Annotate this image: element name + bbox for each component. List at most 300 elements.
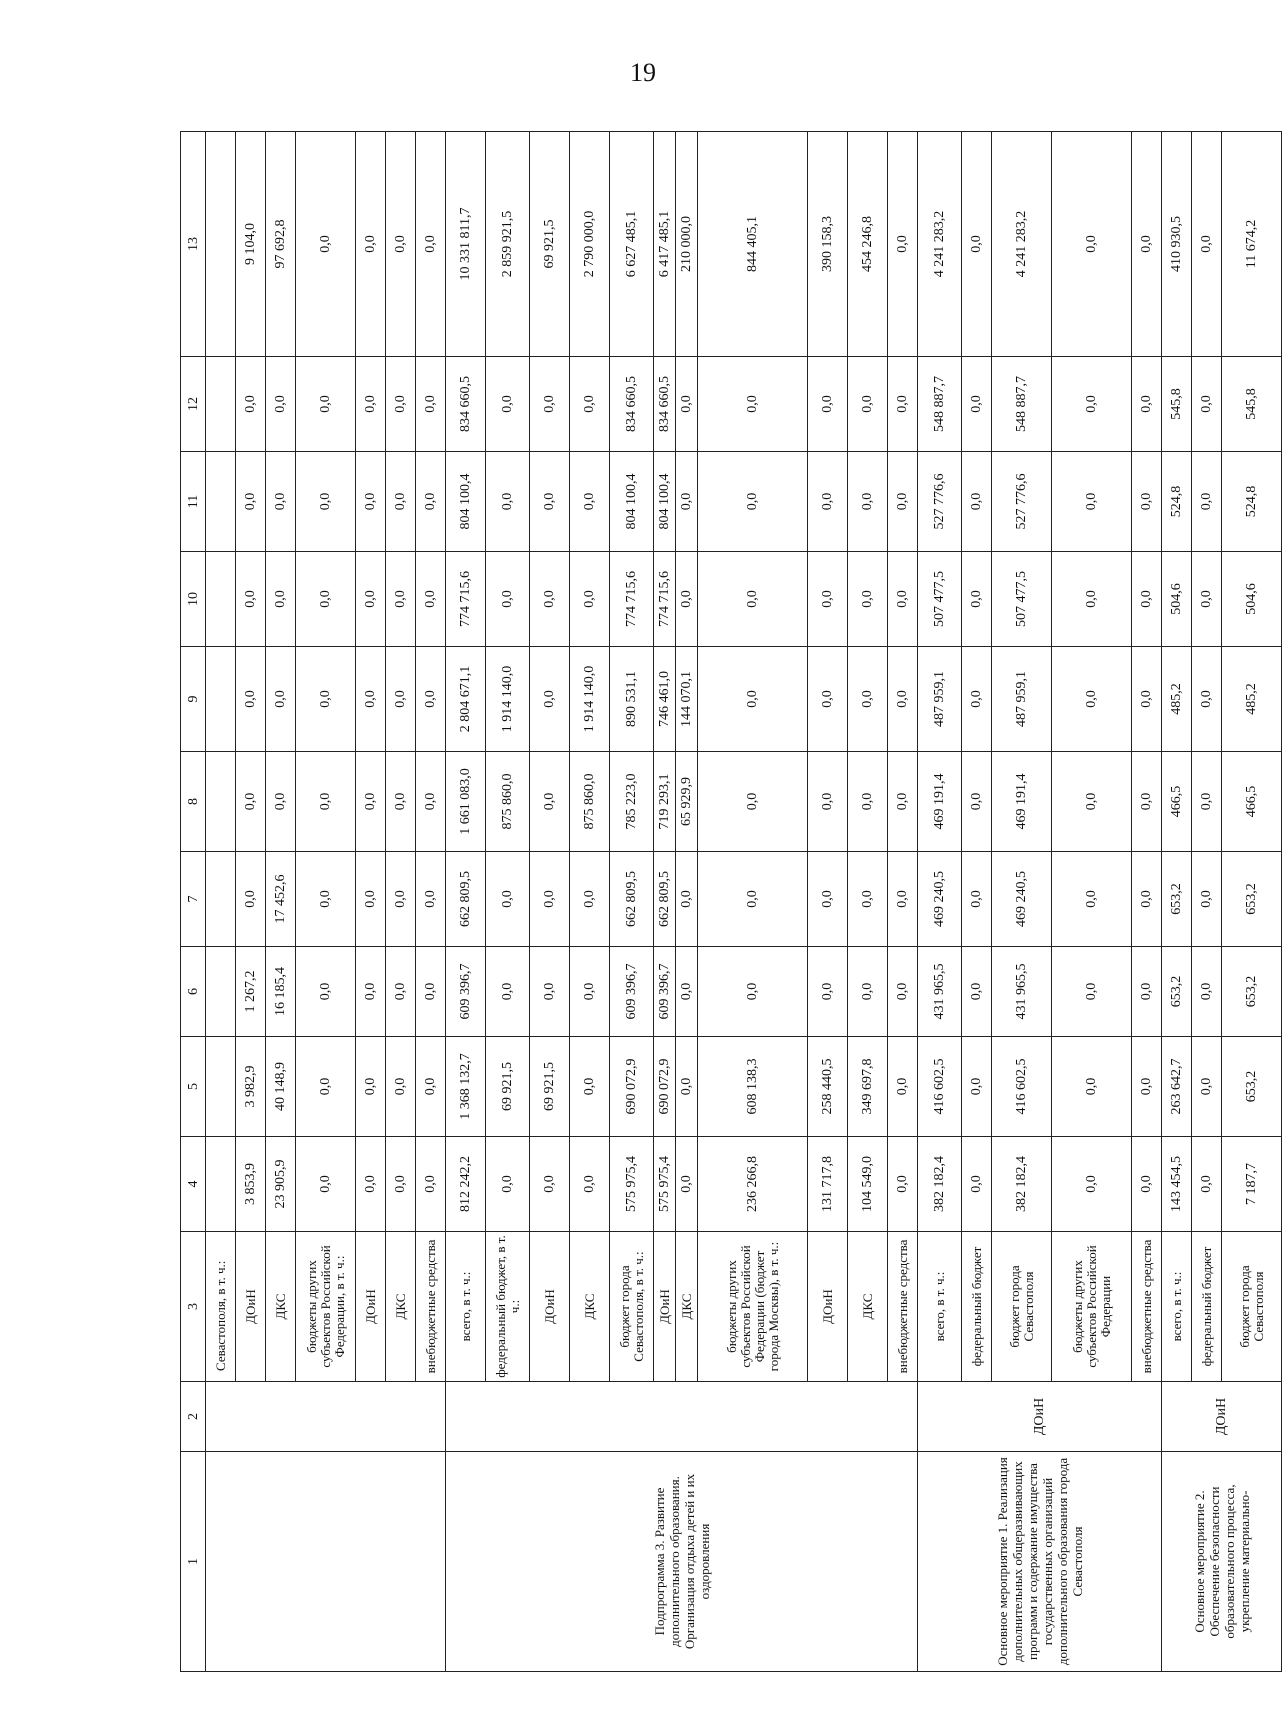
value-cell: 0,0 [1132,452,1162,552]
value-cell: 0,0 [962,947,992,1037]
header-cell: 4 [181,1137,206,1232]
value-cell: 0,0 [356,552,386,647]
value-cell: 0,0 [236,852,266,947]
value-cell: 507 477,5 [918,552,962,647]
value-cell: 0,0 [570,452,610,552]
value-cell: 653,2 [1222,947,1282,1037]
value-cell: 485,2 [1222,647,1282,752]
program-name-cell: Основное мероприятие 1. Реализация дополнительных общеразвивающих программ и содержание имущества государственных организаций дополнительного образования города Севастополя [918,1452,1162,1672]
value-cell: 0,0 [296,752,356,852]
value-cell [206,752,236,852]
value-cell: 0,0 [296,647,356,752]
value-cell: 0,0 [530,647,570,752]
value-cell: 0,0 [1192,452,1222,552]
total-cell: 0,0 [1132,132,1162,357]
value-cell: 0,0 [530,852,570,947]
total-cell: 0,0 [296,132,356,357]
value-cell: 0,0 [1132,552,1162,647]
value-cell: 7 187,7 [1222,1137,1282,1232]
value-cell: 0,0 [962,852,992,947]
funding-source-cell: ДОиН [356,1232,386,1382]
value-cell [206,1037,236,1137]
value-cell: 0,0 [848,752,888,852]
header-cell: 6 [181,947,206,1037]
value-cell: 0,0 [698,947,808,1037]
funding-source-cell: ДКС [386,1232,416,1382]
value-cell: 17 452,6 [266,852,296,947]
value-cell: 0,0 [888,947,918,1037]
value-cell: 1 914 140,0 [486,647,530,752]
value-cell: 0,0 [296,852,356,947]
program-name-cell [206,1452,446,1672]
value-cell: 504,6 [1162,552,1192,647]
value-cell: 0,0 [356,452,386,552]
header-cell: 10 [181,552,206,647]
value-cell: 0,0 [848,357,888,452]
page-number: 19 [630,58,656,87]
header-row [181,132,206,1672]
value-cell: 0,0 [1052,647,1132,752]
value-cell: 431 965,5 [992,947,1052,1037]
value-cell: 0,0 [530,1137,570,1232]
value-cell: 0,0 [296,357,356,452]
funding-source-cell: ДОиН [236,1232,266,1382]
value-cell: 0,0 [698,452,808,552]
funding-source-cell: всего, в т. ч.: [446,1232,486,1382]
value-cell: 0,0 [416,1137,446,1232]
value-cell: 143 454,5 [1162,1137,1192,1232]
funding-source-cell: всего, в т. ч.: [918,1232,962,1382]
value-cell: 0,0 [698,357,808,452]
value-cell: 0,0 [848,852,888,947]
program-name-cell: Основное мероприятие 2. Обеспечение безопасности образовательного процесса, укрепление материально- [1162,1452,1282,1672]
total-cell: 0,0 [962,132,992,357]
value-cell: 0,0 [888,647,918,752]
total-cell: 410 930,5 [1162,132,1192,357]
total-cell: 6 627 485,1 [610,132,654,357]
value-cell: 0,0 [416,647,446,752]
value-cell: 0,0 [962,752,992,852]
value-cell: 0,0 [570,852,610,947]
value-cell: 0,0 [808,852,848,947]
value-cell: 0,0 [416,1037,446,1137]
header-cell: 5 [181,1037,206,1137]
value-cell: 0,0 [676,452,698,552]
value-cell: 0,0 [530,357,570,452]
value-cell: 0,0 [266,552,296,647]
total-cell: 4 241 283,2 [992,132,1052,357]
value-cell: 469 191,4 [992,752,1052,852]
value-cell: 804 100,4 [654,452,676,552]
funding-source-cell: бюджет города Севастополя, в т. ч.: [610,1232,654,1382]
value-cell: 0,0 [296,947,356,1037]
value-cell: 719 293,1 [654,752,676,852]
funding-source-cell: Севастополя, в т. ч.: [206,1232,236,1382]
value-cell: 0,0 [698,552,808,647]
value-cell: 653,2 [1222,1037,1282,1137]
value-cell: 0,0 [530,552,570,647]
value-cell: 0,0 [386,947,416,1037]
value-cell: 0,0 [570,357,610,452]
value-cell: 0,0 [386,752,416,852]
value-cell: 0,0 [416,552,446,647]
funding-source-cell: ДКС [570,1232,610,1382]
value-cell: 504,6 [1222,552,1282,647]
total-cell: 4 241 283,2 [918,132,962,357]
value-cell: 0,0 [356,752,386,852]
value-cell: 0,0 [888,1037,918,1137]
value-cell: 0,0 [356,852,386,947]
value-cell: 662 809,5 [654,852,676,947]
value-cell: 0,0 [570,1037,610,1137]
funding-source-cell: ДОиН [808,1232,848,1382]
value-cell: 0,0 [888,1137,918,1232]
value-cell: 0,0 [416,947,446,1037]
value-cell: 834 660,5 [610,357,654,452]
value-cell: 0,0 [962,552,992,647]
value-cell: 416 602,5 [918,1037,962,1137]
value-cell: 0,0 [1132,1137,1162,1232]
value-cell: 545,8 [1162,357,1192,452]
funding-source-cell: федеральный бюджет [1192,1232,1222,1382]
value-cell: 0,0 [808,647,848,752]
value-cell: 1 661 083,0 [446,752,486,852]
value-cell: 875 860,0 [570,752,610,852]
value-cell: 662 809,5 [610,852,654,947]
value-cell: 0,0 [808,552,848,647]
executor-cell [206,1382,446,1452]
value-cell: 3 982,9 [236,1037,266,1137]
value-cell: 774 715,6 [446,552,486,647]
value-cell: 0,0 [386,357,416,452]
value-cell: 0,0 [236,752,266,852]
total-cell: 454 246,8 [848,132,888,357]
value-cell: 834 660,5 [654,357,676,452]
table-row [918,132,962,1672]
value-cell: 0,0 [236,452,266,552]
header-cell: 13 [181,132,206,357]
value-cell: 0,0 [1052,752,1132,852]
value-cell: 0,0 [1132,852,1162,947]
value-cell: 0,0 [1052,852,1132,947]
value-cell: 0,0 [416,452,446,552]
value-cell: 834 660,5 [446,357,486,452]
value-cell: 609 396,7 [654,947,676,1037]
value-cell: 0,0 [486,452,530,552]
value-cell: 0,0 [266,452,296,552]
value-cell: 774 715,6 [654,552,676,647]
total-cell: 0,0 [416,132,446,357]
value-cell: 258 440,5 [808,1037,848,1137]
value-cell: 0,0 [1052,552,1132,647]
value-cell: 0,0 [808,947,848,1037]
header-cell: 3 [181,1232,206,1382]
value-cell: 653,2 [1162,947,1192,1037]
funding-source-cell: ДКС [676,1232,698,1382]
value-cell: 0,0 [848,452,888,552]
value-cell: 0,0 [1192,752,1222,852]
total-cell [206,132,236,357]
total-cell: 97 692,8 [266,132,296,357]
total-cell: 6 417 485,1 [654,132,676,357]
total-cell: 844 405,1 [698,132,808,357]
total-cell: 10 331 811,7 [446,132,486,357]
value-cell: 0,0 [416,752,446,852]
value-cell [206,552,236,647]
value-cell: 0,0 [356,1137,386,1232]
value-cell: 65 929,9 [676,752,698,852]
value-cell: 0,0 [962,1037,992,1137]
value-cell: 0,0 [266,752,296,852]
total-cell: 0,0 [1192,132,1222,357]
value-cell: 0,0 [356,1037,386,1137]
funding-source-cell: внебюджетные средства [416,1232,446,1382]
total-cell: 2 790 000,0 [570,132,610,357]
value-cell: 1 914 140,0 [570,647,610,752]
value-cell: 0,0 [486,357,530,452]
value-cell: 0,0 [1052,947,1132,1037]
value-cell: 804 100,4 [610,452,654,552]
value-cell: 104 549,0 [848,1137,888,1232]
rotated-table-container [180,132,1266,1672]
value-cell: 609 396,7 [446,947,486,1037]
value-cell: 0,0 [386,1037,416,1137]
value-cell: 0,0 [236,647,266,752]
value-cell: 0,0 [848,647,888,752]
value-cell: 609 396,7 [610,947,654,1037]
value-cell: 0,0 [962,452,992,552]
value-cell: 0,0 [296,1137,356,1232]
funding-source-cell: внебюджетные средства [888,1232,918,1382]
value-cell: 40 148,9 [266,1037,296,1137]
value-cell: 0,0 [530,452,570,552]
value-cell: 0,0 [808,752,848,852]
table-row [1162,132,1192,1672]
value-cell: 0,0 [486,552,530,647]
value-cell: 0,0 [1192,647,1222,752]
value-cell: 0,0 [848,552,888,647]
value-cell: 548 887,7 [992,357,1052,452]
value-cell: 0,0 [1192,552,1222,647]
value-cell: 0,0 [1052,1137,1132,1232]
value-cell: 0,0 [296,452,356,552]
value-cell: 0,0 [296,552,356,647]
value-cell: 1 267,2 [236,947,266,1037]
total-cell: 210 000,0 [676,132,698,357]
value-cell: 466,5 [1222,752,1282,852]
executor-cell [446,1382,918,1452]
value-cell [206,947,236,1037]
value-cell: 469 240,5 [992,852,1052,947]
value-cell: 746 461,0 [654,647,676,752]
value-cell: 690 072,9 [654,1037,676,1137]
value-cell: 0,0 [676,357,698,452]
value-cell: 1 368 132,7 [446,1037,486,1137]
program-name-cell: Подпрограмма 3. Развитие дополнительного образования. Организация отдыха детей и их оздоровления [446,1452,918,1672]
value-cell: 812 242,2 [446,1137,486,1232]
value-cell: 0,0 [486,1137,530,1232]
value-cell: 144 070,1 [676,647,698,752]
value-cell: 548 887,7 [918,357,962,452]
value-cell: 0,0 [676,1037,698,1137]
value-cell: 0,0 [386,452,416,552]
value-cell [206,357,236,452]
value-cell: 0,0 [888,452,918,552]
header-cell: 7 [181,852,206,947]
value-cell: 804 100,4 [446,452,486,552]
value-cell: 16 185,4 [266,947,296,1037]
table-row [446,132,486,1672]
value-cell: 0,0 [1132,647,1162,752]
funding-source-cell: ДКС [266,1232,296,1382]
value-cell: 690 072,9 [610,1037,654,1137]
value-cell: 469 191,4 [918,752,962,852]
value-cell: 662 809,5 [446,852,486,947]
funding-source-cell: бюджеты других субъектов Российской Федерации [1052,1232,1132,1382]
funding-source-cell: бюджет города Севастополя [992,1232,1052,1382]
value-cell: 0,0 [486,947,530,1037]
funding-source-cell: ДОиН [654,1232,676,1382]
value-cell: 0,0 [698,752,808,852]
value-cell: 0,0 [888,357,918,452]
value-cell: 608 138,3 [698,1037,808,1137]
funding-source-cell: всего, в т. ч.: [1162,1232,1192,1382]
value-cell [206,852,236,947]
value-cell: 0,0 [888,852,918,947]
value-cell: 3 853,9 [236,1137,266,1232]
value-cell: 0,0 [1132,752,1162,852]
value-cell: 0,0 [416,357,446,452]
value-cell: 0,0 [356,357,386,452]
value-cell: 507 477,5 [992,552,1052,647]
value-cell: 0,0 [570,947,610,1037]
value-cell: 416 602,5 [992,1037,1052,1137]
value-cell: 0,0 [676,1137,698,1232]
funding-source-cell: внебюджетные средства [1132,1232,1162,1382]
value-cell: 524,8 [1222,452,1282,552]
header-cell: 1 [181,1452,206,1672]
value-cell: 0,0 [1132,357,1162,452]
total-cell: 0,0 [386,132,416,357]
value-cell: 0,0 [962,357,992,452]
funding-source-cell: ДКС [848,1232,888,1382]
total-cell: 11 674,2 [1222,132,1282,357]
value-cell: 0,0 [236,552,266,647]
value-cell: 0,0 [1052,452,1132,552]
value-cell: 0,0 [530,752,570,852]
value-cell: 69 921,5 [530,1037,570,1137]
value-cell: 466,5 [1162,752,1192,852]
value-cell: 890 531,1 [610,647,654,752]
value-cell: 0,0 [1052,1037,1132,1137]
value-cell: 0,0 [676,852,698,947]
value-cell: 0,0 [570,552,610,647]
table-row [206,132,236,1672]
value-cell [206,1137,236,1232]
value-cell: 0,0 [962,647,992,752]
value-cell: 236 266,8 [698,1137,808,1232]
value-cell: 0,0 [266,647,296,752]
total-cell: 0,0 [1052,132,1132,357]
value-cell: 485,2 [1162,647,1192,752]
value-cell: 527 776,6 [992,452,1052,552]
value-cell: 487 959,1 [992,647,1052,752]
total-cell: 0,0 [356,132,386,357]
value-cell: 382 182,4 [918,1137,962,1232]
value-cell: 0,0 [1192,947,1222,1037]
header-cell: 2 [181,1382,206,1452]
value-cell: 0,0 [296,1037,356,1137]
value-cell: 69 921,5 [486,1037,530,1137]
value-cell: 431 965,5 [918,947,962,1037]
executor-cell: ДОиН [1162,1382,1282,1452]
value-cell: 527 776,6 [918,452,962,552]
total-cell: 9 104,0 [236,132,266,357]
value-cell: 0,0 [416,852,446,947]
header-cell: 9 [181,647,206,752]
value-cell: 0,0 [676,947,698,1037]
value-cell: 875 860,0 [486,752,530,852]
value-cell: 0,0 [356,947,386,1037]
funding-source-cell: ДОиН [530,1232,570,1382]
value-cell [206,647,236,752]
total-cell: 2 859 921,5 [486,132,530,357]
value-cell: 0,0 [386,552,416,647]
funding-source-cell: бюджет города Севастополя [1222,1232,1282,1382]
value-cell: 0,0 [266,357,296,452]
funding-source-cell: бюджеты других субъектов Российской Федерации (бюджет города Москвы), в т. ч.: [698,1232,808,1382]
value-cell: 23 905,9 [266,1137,296,1232]
value-cell: 0,0 [848,947,888,1037]
value-cell: 0,0 [1192,1037,1222,1137]
budget-table [180,131,1282,1672]
value-cell: 0,0 [1192,852,1222,947]
value-cell: 0,0 [808,452,848,552]
value-cell: 0,0 [698,647,808,752]
value-cell: 0,0 [1132,947,1162,1037]
value-cell: 0,0 [530,947,570,1037]
value-cell: 0,0 [1052,357,1132,452]
value-cell: 263 642,7 [1162,1037,1192,1137]
value-cell: 0,0 [386,852,416,947]
total-cell: 69 921,5 [530,132,570,357]
value-cell: 653,2 [1162,852,1192,947]
value-cell: 653,2 [1222,852,1282,947]
value-cell: 382 182,4 [992,1137,1052,1232]
value-cell: 545,8 [1222,357,1282,452]
value-cell: 774 715,6 [610,552,654,647]
value-cell: 2 804 671,1 [446,647,486,752]
value-cell: 0,0 [808,357,848,452]
value-cell: 0,0 [386,1137,416,1232]
value-cell: 524,8 [1162,452,1192,552]
funding-source-cell: федеральный бюджет, в т. ч.: [486,1232,530,1382]
value-cell: 0,0 [676,552,698,647]
value-cell: 487 959,1 [918,647,962,752]
value-cell: 0,0 [698,852,808,947]
value-cell: 0,0 [236,357,266,452]
value-cell: 0,0 [486,852,530,947]
header-cell: 12 [181,357,206,452]
value-cell: 469 240,5 [918,852,962,947]
executor-cell: ДОиН [918,1382,1162,1452]
value-cell: 0,0 [356,647,386,752]
value-cell: 0,0 [888,752,918,852]
value-cell: 0,0 [1192,357,1222,452]
value-cell: 0,0 [1132,1037,1162,1137]
value-cell: 0,0 [1192,1137,1222,1232]
value-cell: 785 223,0 [610,752,654,852]
